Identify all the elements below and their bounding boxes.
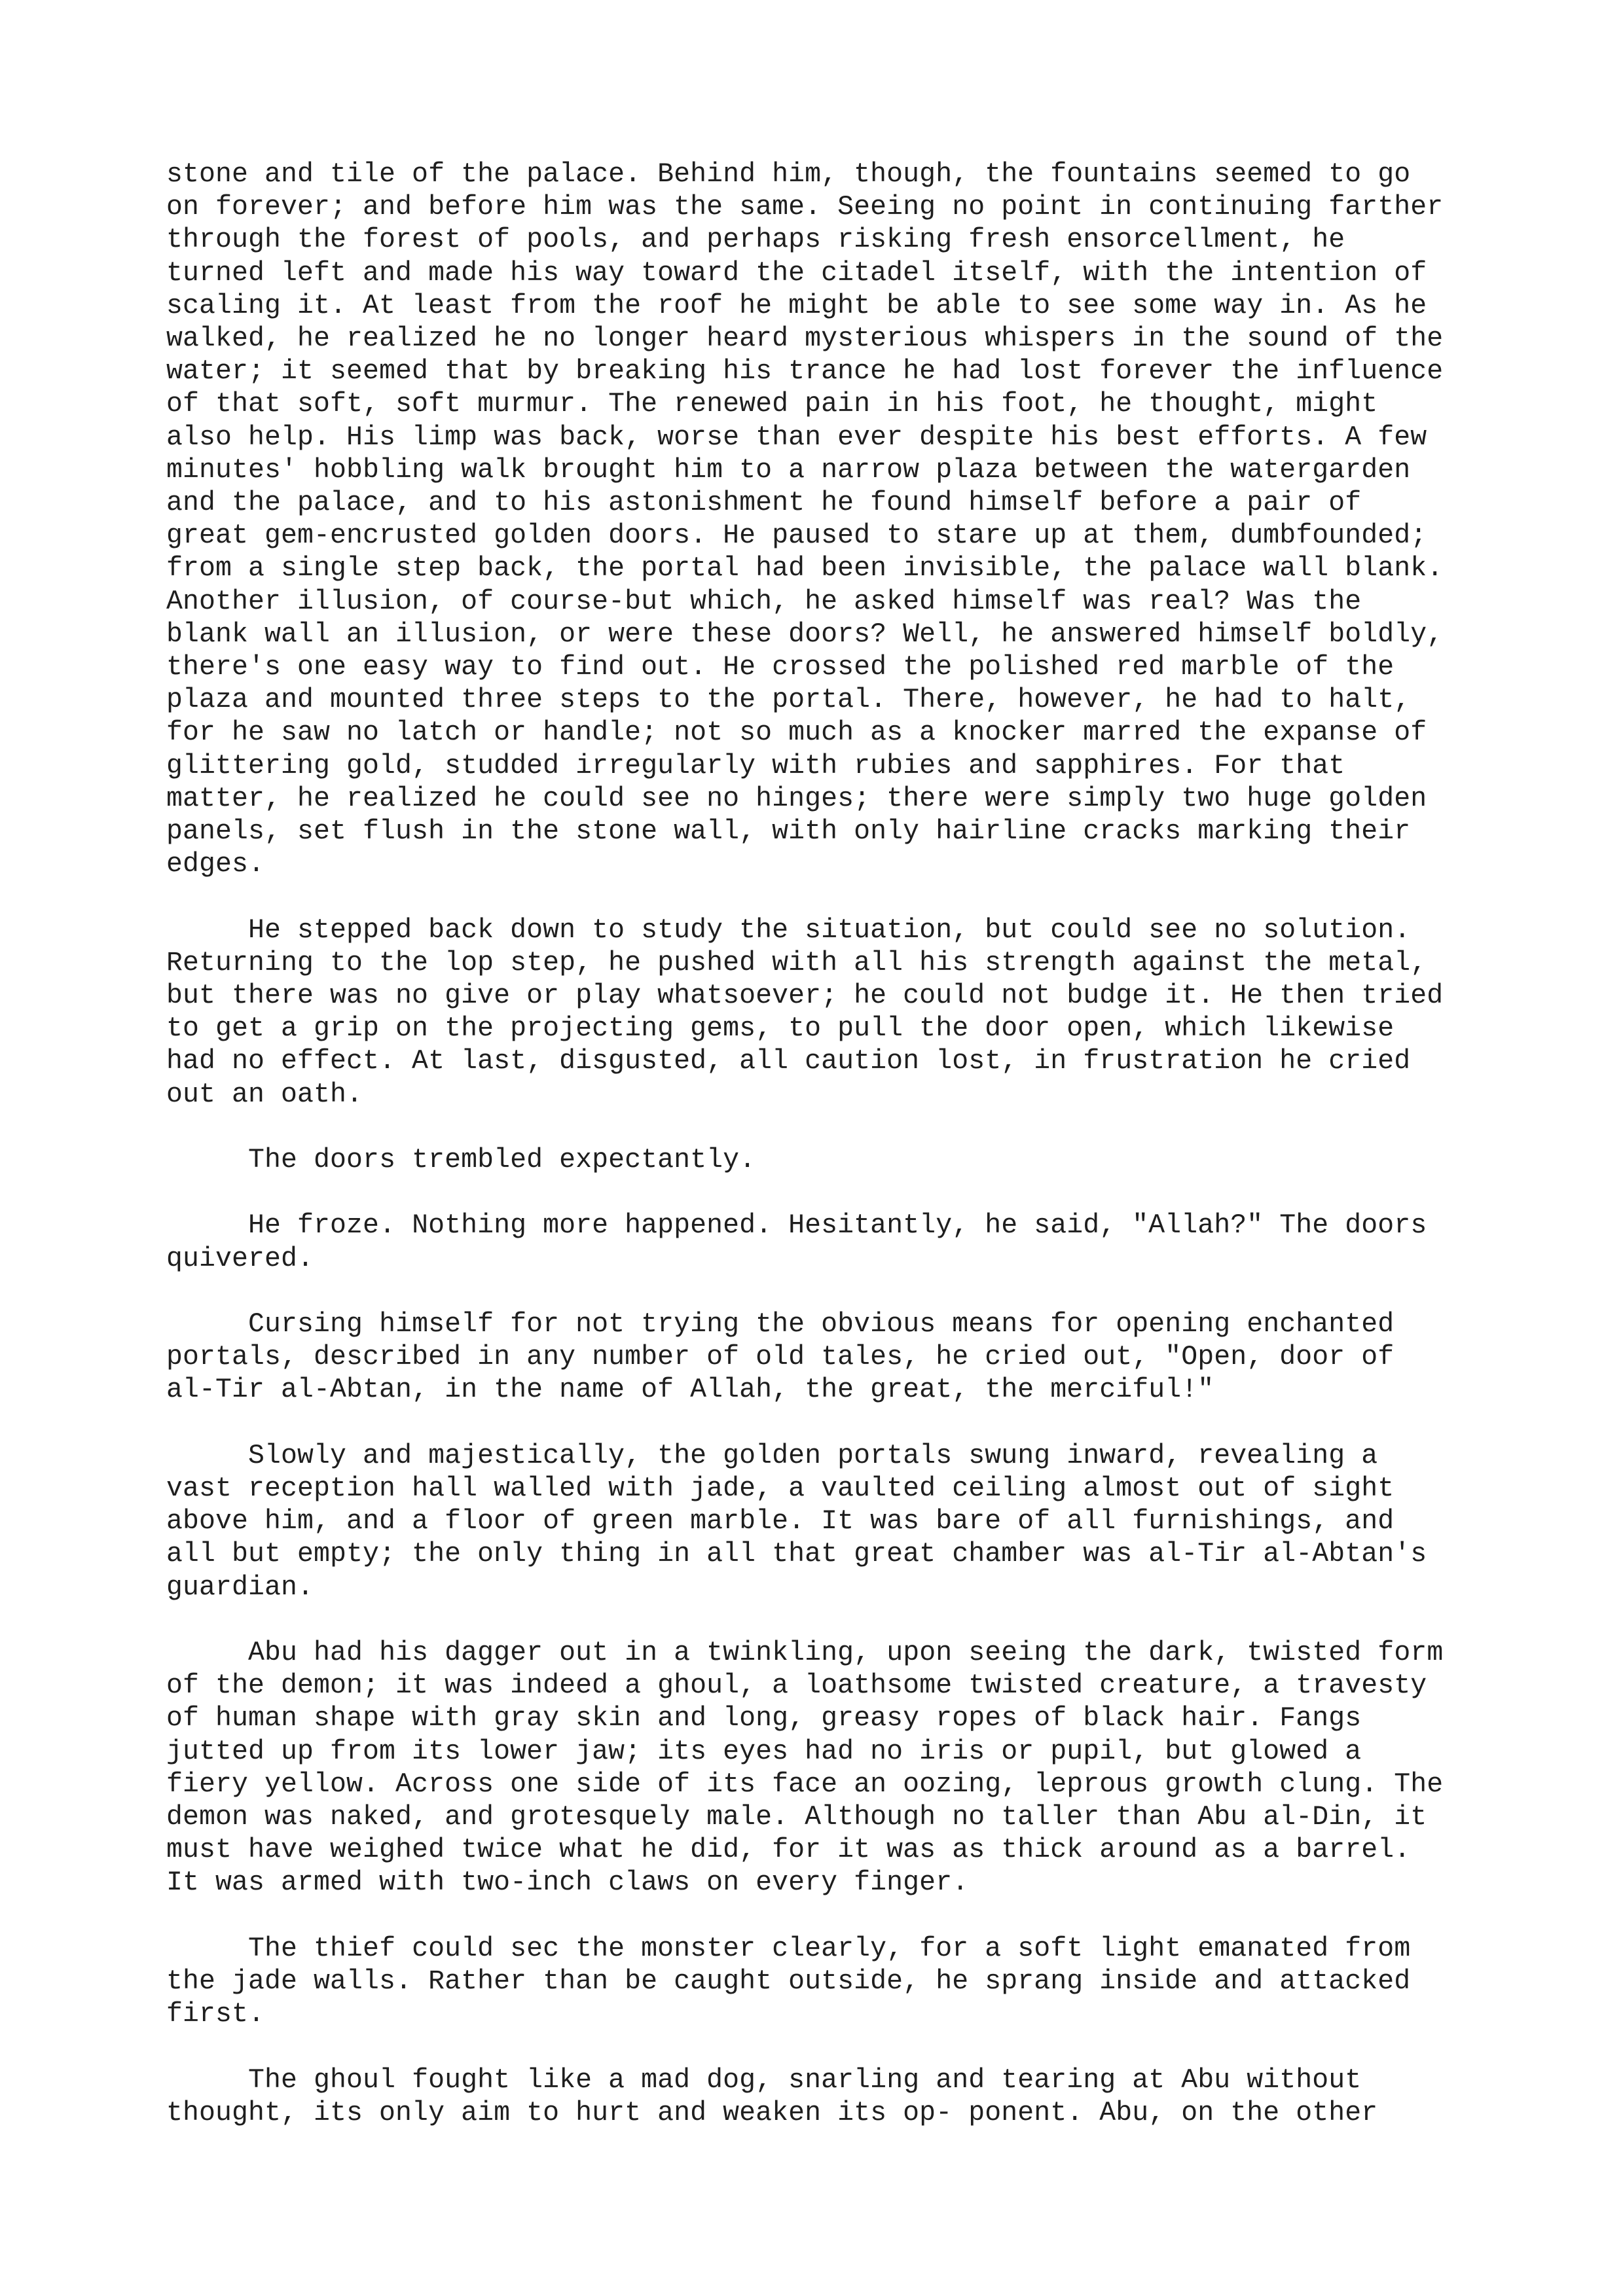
paragraph-4: He froze. Nothing more happened. Hesitantly, he said, "Allah?" The doors quivered. [166, 1210, 1427, 1274]
paragraph-3: The doors trembled expectantly. [166, 1145, 756, 1176]
body-text [166, 158, 1541, 2130]
paragraph-5: Cursing himself for not trying the obvious means for opening enchanted portals, described in any number of old tales, he cried out, "Open, door of al-Tir al-Abtan, in the name of Allah, the great, the merciful!" [166, 1309, 1395, 1406]
paragraph-6: Slowly and majestically, the golden portals swung inward, revealing a vast reception hall walled with jade, a vaulted ceiling almost out of sight above him, and a floor of green marble. It was bare of all furnishings, and all but empty; the only thing in all that great chamber was al-Tir al-Abtan's guardian. [166, 1440, 1427, 1603]
paragraph-1: stone and tile of the palace. Behind him, though, the fountains seemed to go on forever; and before him was the same. Seeing no point in continuing farther through the forest of pools, and perhaps risking fresh ensorcellment, he turned left and made his way toward the citadel itself, with the intention of scaling it. At least from the roof he might be able to see some way in. As he walked, he realized he no longer heard mysterious whispers in the sound of the water; it seemed that by breaking his trance he had lost forever the influence of that soft, soft murmur. The renewed pain in his foot, he thought, might also help. His limp was back, worse than ever despite his best efforts. A few minutes' hobbling walk brought him to a narrow plaza between the watergarden and the palace, and to his astonishment he found himself before a pair of great gem-encrusted golden doors. He paused to stare up at them, dumbfounded; from a single step back, the portal had been invisible, the palace wall blank. Another illusion, of course-but which, he asked himself was real? Was the blank wall an illusion, or were these doors? Well, he answered himself boldly, there's one easy way to find out. He crossed the polished red marble of the plaza and mounted three steps to the portal. There, however, he had to halt, for he saw no latch or handle; not so much as a knocker marred the expanse of glittering gold, studded irregularly with rubies and sapphires. For that matter, he realized he could see no hinges; there were simply two huge golden panels, set flush in the stone wall, with only hairline cracks marking their edges. [166, 159, 1444, 880]
paragraph-7: Abu had his dagger out in a twinkling, upon seeing the dark, twisted form of the demon; it was indeed a ghoul, a loathsome twisted creature, a travesty of human shape with gray skin and long, greasy ropes of black hair. Fangs jutted up from its lower jaw; its eyes had no iris or pupil, but glowed a fiery yellow. Across one side of its face an oozing, leprous growth clung. The demon was naked, and grotesquely male. Although no taller than Abu al-Din, it must have weighed twice what he did, for it was as thick around as a barrel. It was armed with two-inch claws on every finger. [166, 1638, 1444, 1899]
paragraph-8: The thief could sec the monster clearly, for a soft light emanated from the jade walls. Rather than be caught outside, he sprang inside and attacked first. [166, 1933, 1411, 2030]
paragraph-2: He stepped back down to study the situation, but could see no solution. Returning to the lop step, he pushed with all his strength against the metal, but there was no give or play whatsoever; he could not budge it. He then tried to get a grip on the projecting gems, to pull the door open, which likewise had no effect. At last, disgusted, all caution lost, in frustration he cried out an oath. [166, 914, 1444, 1110]
paragraph-9: The ghoul fought like a mad dog, snarling and tearing at Abu without thought, its only aim to hurt and weaken its op- ponent. Abu, on the other [166, 2064, 1378, 2128]
